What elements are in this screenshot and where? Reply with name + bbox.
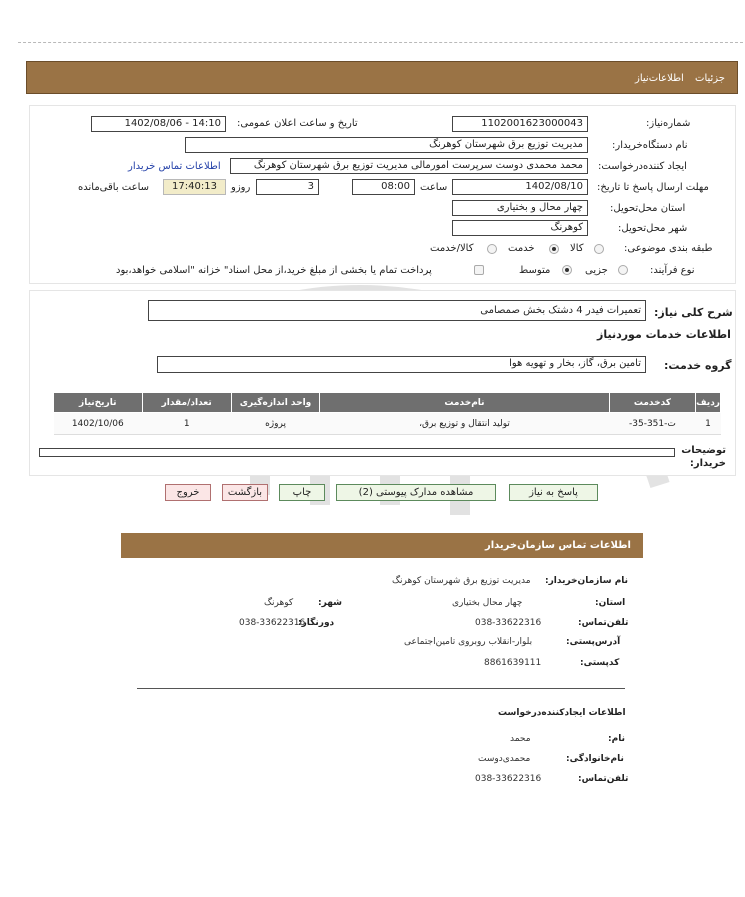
process-label: نوع فرآیند:	[650, 265, 695, 276]
category-goods-service-label: کالا/خدمت	[430, 243, 474, 254]
category-goods-label: کالا	[570, 243, 584, 254]
category-goods-radio[interactable]	[594, 244, 604, 254]
contact-province-label: استان:	[595, 598, 626, 608]
creator-phone-value: 038-33622316	[475, 774, 542, 784]
tab-need-info[interactable]: اطلاعات‌نیاز	[635, 73, 684, 84]
province-field[interactable]: چهار محال و بختیاری	[452, 200, 588, 216]
announce-label: تاریخ و ساعت اعلان عمومی:	[237, 118, 358, 129]
category-service-radio[interactable]	[549, 244, 559, 254]
buyer-org-field[interactable]: مدیریت توزیع برق شهرستان کوهرنگ	[185, 137, 588, 153]
category-goods-service-radio[interactable]	[487, 244, 497, 254]
contact-org-value: مدیریت توزیع برق شهرستان کوهرنگ	[392, 576, 531, 586]
category-label: طبقه بندی موضوعی:	[624, 243, 713, 254]
city-field[interactable]: کوهرنگ	[452, 220, 588, 236]
service-group-label: گروه خدمت:	[664, 359, 732, 372]
services-title: اطلاعات خدمات موردنیاز	[597, 328, 731, 341]
col-row: ردیف	[696, 393, 721, 413]
process-minor-label: جزیی	[585, 265, 608, 276]
creator-family-value: محمدی‌دوست	[478, 754, 531, 764]
cell-row: 1	[696, 413, 721, 435]
exit-button[interactable]: خروج	[165, 484, 211, 501]
header-bar	[26, 61, 738, 94]
contact-org-label: نام سازمان‌خریدار:	[545, 576, 629, 586]
section-divider	[137, 688, 625, 689]
province-label: استان محل‌تحویل:	[610, 203, 686, 214]
reply-button[interactable]: پاسخ به نیاز	[509, 484, 598, 501]
contact-address-value: بلوار-انقلاب روبروی تامین‌اجتماعی	[404, 637, 533, 647]
creator-name-value: محمد	[510, 734, 531, 744]
buyer-notes-label: توضیحات خریدار:	[681, 445, 726, 469]
remaining-time-field: 17:40:13	[163, 179, 226, 195]
back-button[interactable]: بازگشت	[222, 484, 268, 501]
services-table	[53, 392, 721, 435]
col-quantity: تعداد/مقدار	[142, 393, 231, 413]
buyer-notes-field[interactable]	[39, 448, 675, 457]
cell-quantity: 1	[142, 413, 231, 435]
summary-label: شرح کلی نیاز:	[654, 306, 733, 319]
deadline-date-field[interactable]: 1402/08/10	[452, 179, 588, 195]
category-service-label: خدمت	[508, 243, 535, 254]
contact-postal-value: 8861639111	[484, 658, 542, 668]
col-service-name: نام‌خدمت	[320, 393, 610, 413]
buyer-contact-link[interactable]: اطلاعات تماس خریدار	[128, 161, 221, 172]
creator-phone-label: تلفن‌تماس:	[578, 774, 629, 784]
creator-family-label: نام‌خانوادگی:	[566, 754, 624, 764]
contact-postal-label: کدپستی:	[580, 658, 620, 668]
contact-fax-value: 038-33622316	[239, 618, 306, 628]
days-field[interactable]: 3	[256, 179, 319, 195]
col-need-date: تاریخ‌نیاز	[54, 393, 143, 413]
print-button[interactable]: چاپ	[279, 484, 325, 501]
col-service-code: کدخدمت	[609, 393, 695, 413]
announce-field[interactable]: 1402/08/06 - 14:10	[91, 116, 226, 132]
city-label: شهر محل‌تحویل:	[618, 223, 688, 234]
treasury-payment-note: پرداخت تمام یا بخشی از مبلغ خرید،از محل اسناد" خزانه "اسلامی خواهد،بود	[116, 265, 432, 276]
top-divider	[18, 42, 743, 43]
service-group-field[interactable]: تامین برق، گاز، بخار و تهویه هوا	[157, 356, 646, 373]
cell-unit: پروژه	[231, 413, 319, 435]
deadline-time-field[interactable]: 08:00	[352, 179, 415, 195]
creator-info-title: اطلاعات ایجادکننده‌درخواست	[498, 708, 626, 718]
time-label: ساعت	[420, 182, 448, 193]
contact-city-label: شهر:	[318, 598, 342, 608]
contact-phone-value: 038-33622316	[475, 618, 542, 628]
table-row[interactable]	[54, 413, 721, 435]
cell-service-code: ت-351-35-	[609, 413, 695, 435]
process-purchase-radio[interactable]	[618, 265, 628, 275]
contact-title-bar: اطلاعات تماس سازمان‌خریدار	[121, 533, 643, 558]
cell-service-name: تولید انتقال و توزیع برق،	[320, 413, 610, 435]
process-medium-label: متوسط	[519, 265, 551, 276]
tab-details[interactable]: جزئیات	[695, 73, 725, 84]
contact-province-value: چهار محال بختیاری	[452, 598, 523, 608]
contact-phone-label: تلفن‌تماس:	[578, 618, 629, 628]
deadline-label: مهلت ارسال پاسخ تا تاریخ:	[597, 182, 709, 193]
contact-city-value: کوهرنگ	[264, 598, 294, 608]
process-medium-radio[interactable]	[562, 265, 572, 275]
days-label: روزو	[231, 182, 251, 193]
treasury-payment-checkbox[interactable]	[474, 265, 484, 275]
creator-name-label: نام:	[608, 734, 625, 744]
contact-address-label: آدرس‌پستی:	[566, 637, 621, 647]
col-unit: واحد اندازه‌گیری	[231, 393, 319, 413]
buyer-org-label: نام دستگاه‌خریدار:	[612, 140, 688, 151]
need-number-label: شماره‌نیاز:	[646, 118, 691, 129]
remaining-label: ساعت باقی‌مانده	[78, 182, 150, 193]
summary-field[interactable]: تعمیرات فیدر 4 دشتک بخش صمصامی	[148, 300, 646, 321]
contact-fax-label: دورنگار:	[298, 618, 335, 628]
table-header-row	[54, 393, 721, 413]
creator-field[interactable]: محمد محمدی دوست سرپرست امورمالی مدیریت توزیع برق شهرستان کوهرنگ	[230, 158, 588, 174]
cell-need-date: 1402/10/06	[54, 413, 143, 435]
need-number-field[interactable]: 1102001623000043	[452, 116, 588, 132]
creator-label: ایجاد کننده‌درخواست:	[598, 161, 687, 172]
view-documents-button[interactable]: مشاهده مدارک پیوستی (2)	[336, 484, 496, 501]
